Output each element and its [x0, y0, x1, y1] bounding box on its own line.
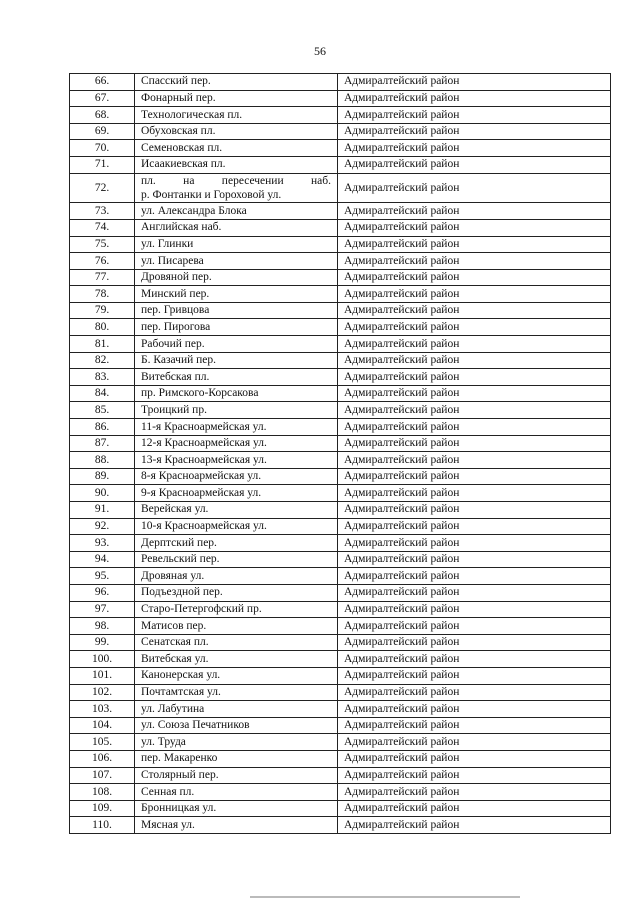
- row-number: 90.: [70, 485, 135, 502]
- district-name: Адмиралтейский район: [338, 601, 611, 618]
- district-name: Адмиралтейский район: [338, 302, 611, 319]
- table-row: [70, 236, 611, 253]
- district-name: Адмиралтейский район: [338, 667, 611, 684]
- district-name: Адмиралтейский район: [338, 173, 611, 203]
- street-name-line-1: пл. на пересечении наб.: [141, 174, 331, 187]
- street-name: пр. Римского-Корсакова: [135, 385, 338, 402]
- row-number: 75.: [70, 236, 135, 253]
- street-name: Ревельский пер.: [135, 551, 338, 568]
- row-number: 95.: [70, 568, 135, 585]
- row-number: 106.: [70, 750, 135, 767]
- district-name: Адмиралтейский район: [338, 452, 611, 469]
- row-number: 88.: [70, 452, 135, 469]
- row-number: 92.: [70, 518, 135, 535]
- row-number: 67.: [70, 90, 135, 107]
- street-name: Витебская ул.: [135, 651, 338, 668]
- row-number: 101.: [70, 667, 135, 684]
- street-name: Английская наб.: [135, 219, 338, 236]
- row-number: 74.: [70, 219, 135, 236]
- table-row: [70, 535, 611, 552]
- table-row: [70, 269, 611, 286]
- row-number: 107.: [70, 767, 135, 784]
- district-name: Адмиралтейский район: [338, 767, 611, 784]
- row-number: 103.: [70, 701, 135, 718]
- row-number: 98.: [70, 618, 135, 635]
- street-name: Спасский пер.: [135, 74, 338, 91]
- street-name: 9-я Красноармейская ул.: [135, 485, 338, 502]
- row-number: 77.: [70, 269, 135, 286]
- row-number: 79.: [70, 302, 135, 319]
- street-name: ул. Труда: [135, 734, 338, 751]
- row-number: 91.: [70, 502, 135, 519]
- district-name: Адмиралтейский район: [338, 286, 611, 303]
- table-row: [70, 784, 611, 801]
- street-name-line-2: р. Фонтанки и Гороховой ул.: [141, 188, 282, 201]
- street-name: [135, 173, 338, 203]
- scan-edge-line: [250, 896, 520, 898]
- table-row: [70, 502, 611, 519]
- row-number: 68.: [70, 107, 135, 124]
- street-name: Канонерская ул.: [135, 667, 338, 684]
- street-name: Подъездной пер.: [135, 584, 338, 601]
- street-name: 8-я Красноармейская ул.: [135, 468, 338, 485]
- street-name: Верейская ул.: [135, 502, 338, 519]
- district-name: Адмиралтейский район: [338, 74, 611, 91]
- row-number: 105.: [70, 734, 135, 751]
- street-name: пер. Пирогова: [135, 319, 338, 336]
- district-name: Адмиралтейский район: [338, 535, 611, 552]
- street-name: Столярный пер.: [135, 767, 338, 784]
- street-name: Технологическая пл.: [135, 107, 338, 124]
- district-name: Адмиралтейский район: [338, 750, 611, 767]
- row-number: 86.: [70, 419, 135, 436]
- table-row: [70, 319, 611, 336]
- table-row: [70, 518, 611, 535]
- street-name: Фонарный пер.: [135, 90, 338, 107]
- row-number: 94.: [70, 551, 135, 568]
- district-name: Адмиралтейский район: [338, 336, 611, 353]
- table-row: [70, 156, 611, 173]
- street-name: Матисов пер.: [135, 618, 338, 635]
- street-name: Сенатская пл.: [135, 634, 338, 651]
- district-name: Адмиралтейский район: [338, 568, 611, 585]
- table-row: [70, 286, 611, 303]
- table-row: [70, 140, 611, 157]
- street-name: Троицкий пр.: [135, 402, 338, 419]
- row-number: 104.: [70, 717, 135, 734]
- street-name: Исаакиевская пл.: [135, 156, 338, 173]
- street-name: Дерптский пер.: [135, 535, 338, 552]
- district-name: Адмиралтейский район: [338, 352, 611, 369]
- district-name: Адмиралтейский район: [338, 634, 611, 651]
- district-name: Адмиралтейский район: [338, 419, 611, 436]
- table-row: [70, 601, 611, 618]
- row-number: 80.: [70, 319, 135, 336]
- page-number: 56: [314, 44, 326, 58]
- district-name: Адмиралтейский район: [338, 107, 611, 124]
- street-name: Обуховская пл.: [135, 123, 338, 140]
- street-name: ул. Союза Печатников: [135, 717, 338, 734]
- table-row: [70, 385, 611, 402]
- row-number: 72.: [70, 173, 135, 203]
- row-number: 70.: [70, 140, 135, 157]
- street-name: пер. Гривцова: [135, 302, 338, 319]
- table-row: [70, 352, 611, 369]
- table-row: [70, 684, 611, 701]
- table-row: [70, 123, 611, 140]
- row-number: 69.: [70, 123, 135, 140]
- table-row: [70, 336, 611, 353]
- table-row: [70, 107, 611, 124]
- street-name: Минский пер.: [135, 286, 338, 303]
- row-number: 99.: [70, 634, 135, 651]
- district-name: Адмиралтейский район: [338, 551, 611, 568]
- row-number: 93.: [70, 535, 135, 552]
- district-name: Адмиралтейский район: [338, 518, 611, 535]
- district-name: Адмиралтейский район: [338, 269, 611, 286]
- district-name: Адмиралтейский район: [338, 817, 611, 834]
- table-row: [70, 584, 611, 601]
- street-name: Дровяная ул.: [135, 568, 338, 585]
- street-name: 12-я Красноармейская ул.: [135, 435, 338, 452]
- row-number: 89.: [70, 468, 135, 485]
- street-name: Бронницкая ул.: [135, 800, 338, 817]
- row-number: 84.: [70, 385, 135, 402]
- table-row: [70, 74, 611, 91]
- table-row: [70, 203, 611, 220]
- table-row: [70, 618, 611, 635]
- district-name: Адмиралтейский район: [338, 123, 611, 140]
- table-row: [70, 750, 611, 767]
- street-name: Почтамтская ул.: [135, 684, 338, 701]
- street-name: Дровяной пер.: [135, 269, 338, 286]
- streets-table-body: [70, 74, 611, 834]
- table-row: [70, 551, 611, 568]
- table-row: [70, 452, 611, 469]
- street-name: Рабочий пер.: [135, 336, 338, 353]
- district-name: Адмиралтейский район: [338, 485, 611, 502]
- table-row: [70, 701, 611, 718]
- district-name: Адмиралтейский район: [338, 236, 611, 253]
- table-row: [70, 568, 611, 585]
- district-name: Адмиралтейский район: [338, 684, 611, 701]
- table-row: [70, 817, 611, 834]
- table-row: [70, 717, 611, 734]
- district-name: Адмиралтейский район: [338, 502, 611, 519]
- table-row: [70, 734, 611, 751]
- table-row: [70, 651, 611, 668]
- row-number: 110.: [70, 817, 135, 834]
- street-name: Б. Казачий пер.: [135, 352, 338, 369]
- table-row: [70, 302, 611, 319]
- table-row: [70, 419, 611, 436]
- district-name: Адмиралтейский район: [338, 717, 611, 734]
- row-number: 81.: [70, 336, 135, 353]
- table-row: [70, 767, 611, 784]
- row-number: 66.: [70, 74, 135, 91]
- row-number: 82.: [70, 352, 135, 369]
- district-name: Адмиралтейский район: [338, 402, 611, 419]
- district-name: Адмиралтейский район: [338, 156, 611, 173]
- row-number: 96.: [70, 584, 135, 601]
- row-number: 73.: [70, 203, 135, 220]
- row-number: 76.: [70, 253, 135, 270]
- table-row: [70, 219, 611, 236]
- row-number: 100.: [70, 651, 135, 668]
- district-name: Адмиралтейский район: [338, 701, 611, 718]
- street-name: ул. Лабутина: [135, 701, 338, 718]
- street-name: ул. Писарева: [135, 253, 338, 270]
- row-number: 85.: [70, 402, 135, 419]
- district-name: Адмиралтейский район: [338, 784, 611, 801]
- street-name: ул. Глинки: [135, 236, 338, 253]
- district-name: Адмиралтейский район: [338, 584, 611, 601]
- streets-table: [69, 73, 611, 834]
- street-name: пер. Макаренко: [135, 750, 338, 767]
- district-name: Адмиралтейский район: [338, 385, 611, 402]
- row-number: 108.: [70, 784, 135, 801]
- row-number: 78.: [70, 286, 135, 303]
- row-number: 83.: [70, 369, 135, 386]
- district-name: Адмиралтейский район: [338, 90, 611, 107]
- row-number: 102.: [70, 684, 135, 701]
- row-number: 97.: [70, 601, 135, 618]
- row-number: 109.: [70, 800, 135, 817]
- table-row: [70, 173, 611, 203]
- district-name: Адмиралтейский район: [338, 651, 611, 668]
- district-name: Адмиралтейский район: [338, 734, 611, 751]
- street-name: Семеновская пл.: [135, 140, 338, 157]
- district-name: Адмиралтейский район: [338, 435, 611, 452]
- row-number: 71.: [70, 156, 135, 173]
- table-row: [70, 667, 611, 684]
- row-number: 87.: [70, 435, 135, 452]
- table-row: [70, 402, 611, 419]
- table-row: [70, 435, 611, 452]
- table-row: [70, 253, 611, 270]
- district-name: Адмиралтейский район: [338, 319, 611, 336]
- street-name: Старо-Петергофский пр.: [135, 601, 338, 618]
- street-name: 13-я Красноармейская ул.: [135, 452, 338, 469]
- district-name: Адмиралтейский район: [338, 219, 611, 236]
- table-row: [70, 485, 611, 502]
- table-row: [70, 634, 611, 651]
- street-name: Витебская пл.: [135, 369, 338, 386]
- street-name: Мясная ул.: [135, 817, 338, 834]
- district-name: Адмиралтейский район: [338, 468, 611, 485]
- street-name: 10-я Красноармейская ул.: [135, 518, 338, 535]
- table-row: [70, 90, 611, 107]
- district-name: Адмиралтейский район: [338, 618, 611, 635]
- district-name: Адмиралтейский район: [338, 800, 611, 817]
- district-name: Адмиралтейский район: [338, 369, 611, 386]
- district-name: Адмиралтейский район: [338, 253, 611, 270]
- table-row: [70, 468, 611, 485]
- district-name: Адмиралтейский район: [338, 140, 611, 157]
- street-name: 11-я Красноармейская ул.: [135, 419, 338, 436]
- table-row: [70, 800, 611, 817]
- table-row: [70, 369, 611, 386]
- street-name: Сенная пл.: [135, 784, 338, 801]
- street-name: ул. Александра Блока: [135, 203, 338, 220]
- district-name: Адмиралтейский район: [338, 203, 611, 220]
